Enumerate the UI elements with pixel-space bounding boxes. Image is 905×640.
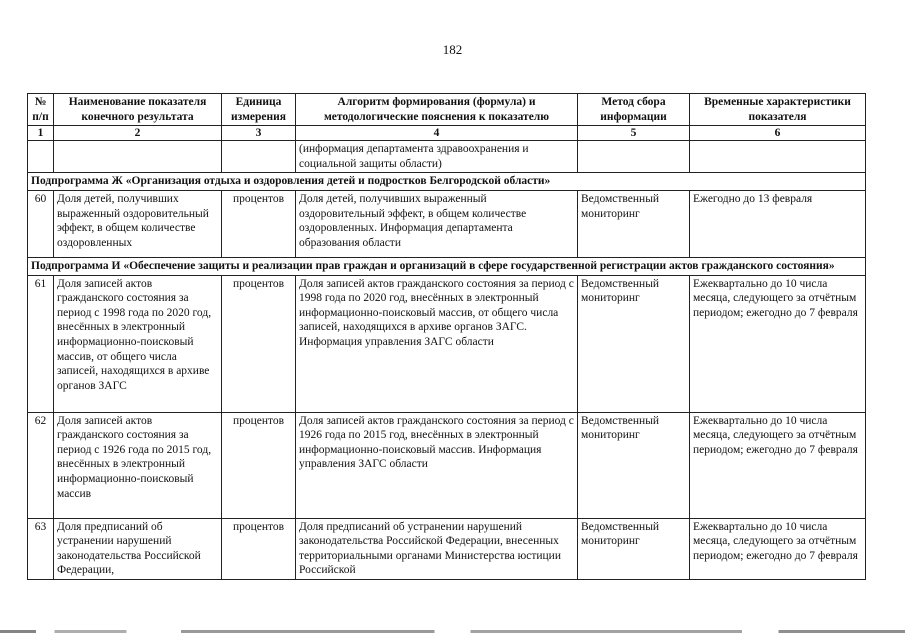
row-num: 60 <box>28 190 54 257</box>
row-method: Ведомственный мониторинг <box>578 190 690 257</box>
row-num: 61 <box>28 275 54 412</box>
column-number-row <box>28 126 866 141</box>
table-row <box>28 412 866 518</box>
row-timing: Ежегодно до 13 февраля <box>690 190 866 257</box>
row-unit: процентов <box>222 412 296 518</box>
row-algorithm: Доля предписаний об устранении нарушений законодательства Российской Федерации, внесенных территориальными органами Министерства юстиции Российской <box>296 518 578 579</box>
header-name: Наименование показателя конечного результата <box>54 94 222 126</box>
column-number: 2 <box>54 126 222 141</box>
subprogram-row <box>28 173 866 191</box>
row-unit: процентов <box>222 518 296 579</box>
row-timing: Ежеквартально до 10 числа месяца, следующего за отчётным периодом; ежегодно до 7 февраля <box>690 412 866 518</box>
header-timing: Временные характеристики показателя <box>690 94 866 126</box>
row-algorithm: Доля записей актов гражданского состояния за период с 1926 года по 2015 год, внесённых в электронный информационно-поисковый массив. Информация управления ЗАГС области <box>296 412 578 518</box>
table-row <box>28 275 866 412</box>
page-number: 182 <box>442 42 463 57</box>
row-algorithm: Доля записей актов гражданского состояния за период с 1998 года по 2020 год, внесённых в электронный информационно-поисковый массив, от общего числа записей, находящихся в архиве органов ЗАГС. Информация управления ЗАГС области <box>296 275 578 412</box>
row-method: Ведомственный мониторинг <box>578 412 690 518</box>
header-num: № п/п <box>28 94 54 126</box>
row-name: Доля записей актов гражданского состояния за период с 1998 года по 2020 год, внесённых в электронный информационно-поисковый массив, от общего числа записей, находящихся в архиве органов ЗАГС <box>54 275 222 412</box>
row-method: Ведомственный мониторинг <box>578 275 690 412</box>
column-number: 5 <box>578 126 690 141</box>
subprogram-zh-title: Подпрограмма Ж «Организация отдыха и оздоровления детей и подростков Белгородской области» <box>28 173 866 191</box>
row-num: 63 <box>28 518 54 579</box>
subprogram-row <box>28 257 866 275</box>
continuation-text: (информация департамента здравоохранения и социальной защиты области) <box>296 141 578 173</box>
table-row <box>28 190 866 257</box>
column-number: 1 <box>28 126 54 141</box>
continuation-row <box>28 141 866 173</box>
column-number: 3 <box>222 126 296 141</box>
row-name: Доля предписаний об устранении нарушений законодательства Российской Федерации, <box>54 518 222 579</box>
column-number: 6 <box>690 126 866 141</box>
subprogram-i-title: Подпрограмма И «Обеспечение защиты и реализации прав граждан и организаций в сфере государственной регистрации актов гражданского состояния» <box>28 257 866 275</box>
indicators-table <box>27 93 866 580</box>
header-unit: Единица измерения <box>222 94 296 126</box>
row-method: Ведомственный мониторинг <box>578 518 690 579</box>
row-name: Доля детей, получивших выраженный оздоровительный эффект, в общем количестве оздоровленных <box>54 190 222 257</box>
row-unit: процентов <box>222 275 296 412</box>
table-row <box>28 518 866 579</box>
table-header-row <box>28 94 866 126</box>
row-algorithm: Доля детей, получивших выраженный оздоровительный эффект, в общем количестве оздоровленных. Информация департамента образования области <box>296 190 578 257</box>
column-number: 4 <box>296 126 578 141</box>
row-name: Доля записей актов гражданского состояния за период с 1926 года по 2015 год, внесённых в электронный информационно-поисковый массив <box>54 412 222 518</box>
scan-bottom-edge <box>0 630 905 633</box>
row-timing: Ежеквартально до 10 числа месяца, следующего за отчётным периодом; ежегодно до 7 февраля <box>690 518 866 579</box>
header-algorithm: Алгоритм формирования (формула) и методологические пояснения к показателю <box>296 94 578 126</box>
row-unit: процентов <box>222 190 296 257</box>
row-timing: Ежеквартально до 10 числа месяца, следующего за отчётным периодом; ежегодно до 7 февраля <box>690 275 866 412</box>
row-num: 62 <box>28 412 54 518</box>
header-method: Метод сбора информации <box>578 94 690 126</box>
